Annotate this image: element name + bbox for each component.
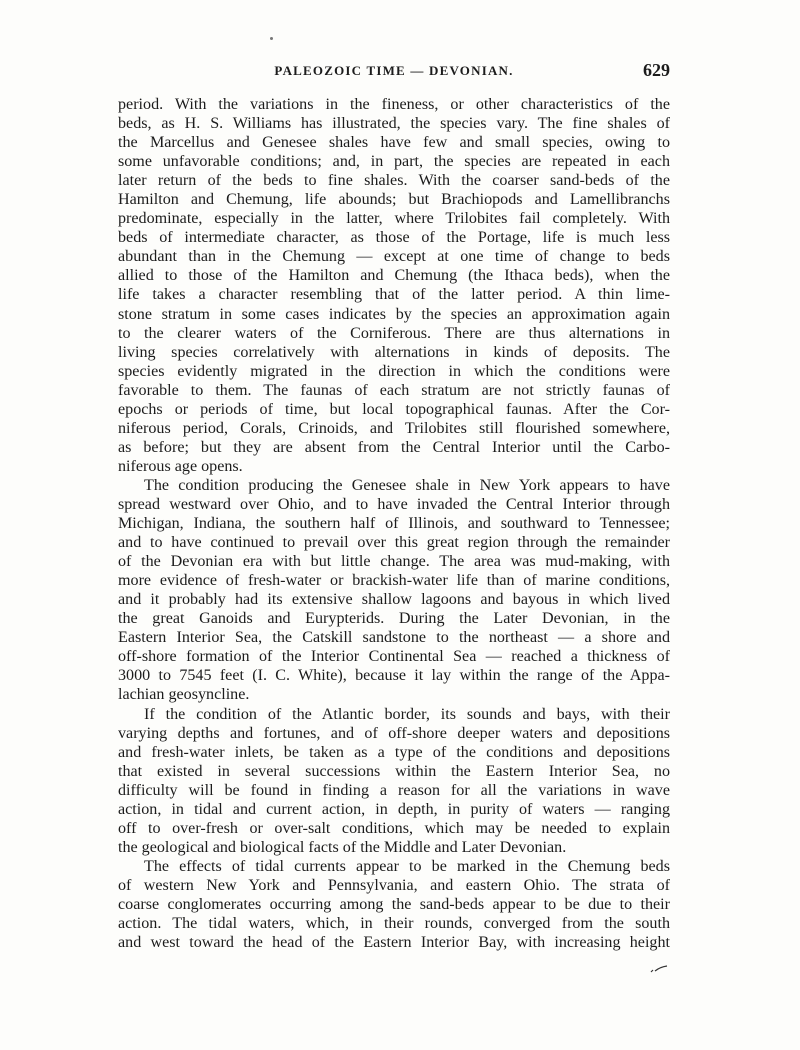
text-line: off-shore formation of the Interior Continental Sea — reached a thickness of [118,648,670,666]
page-number: 629 [643,60,670,80]
text-line: as before; but they are absent from the Central Interior until the Carbo- [118,438,670,456]
text-line: lachian geosyncline. [118,686,250,704]
running-head: PALEOZOIC TIME — DEVONIAN. [274,63,514,78]
text-line: spread westward over Ohio, and to have invaded the Central Interior through [118,495,670,513]
text-line: beds, as H. S. Williams has illustrated, the species vary. The fine shales of [118,115,670,133]
text-line: epochs or periods of time, but local topographical faunas. After the Cor- [118,400,670,418]
text-line: to the clearer waters of the Corniferous. There are thus alternations in [118,324,670,342]
text-line: abundant than in the Chemung — except at one time of change to beds [118,248,670,266]
text-line: and west toward the head of the Eastern Interior Bay, with increasing height [118,934,670,952]
text-line: Michigan, Indiana, the southern half of Illinois, and southward to Tennessee; [118,515,670,533]
text-line: more evidence of fresh-water or brackish-water life than of marine conditions, [118,572,670,590]
text-line: stone stratum in some cases indicates by the species an approximation again [118,305,670,323]
text-line: the great Ganoids and Eurypterids. During the Later Devonian, in the [118,610,670,628]
text-line: coarse conglomerates occurring among the sand-beds appear to be due to their [118,895,670,913]
text-line: 3000 to 7545 feet (I. C. White), because it lay within the range of the Appa- [118,667,670,685]
text-line: living species correlatively with alternations in kinds of deposits. The [118,343,670,361]
text-line: varying depths and fortunes, and of off-shore deeper waters and depositions [118,724,670,742]
text-line: and fresh-water inlets, be taken as a type of the conditions and depositions [118,743,670,761]
text-line: action. The tidal waters, which, in their rounds, converged from the south [118,915,670,933]
text-line: and to have continued to prevail over this great region through the remainder [118,534,670,552]
text-line: If the condition of the Atlantic border, its sounds and bays, with their [144,705,670,723]
text-line: species evidently migrated in the direction in which the conditions were [118,362,670,380]
text-line: allied to those of the Hamilton and Chemung (the Ithaca beds), when the [118,267,670,285]
text-line: of western New York and Pennsylvania, and eastern Ohio. The strata of [118,876,670,894]
page-header [118,60,670,84]
print-speck [270,37,273,40]
text-line: difficulty will be found in finding a reason for all the variations in wave [118,781,670,799]
text-line: some unfavorable conditions; and, in part, the species are repeated in each [118,153,670,171]
text-line: period. With the variations in the fineness, or other characteristics of the [118,96,670,113]
text-line: life takes a character resembling that of the latter period. A thin lime- [118,286,670,304]
text-line: that existed in several successions within the Eastern Interior Sea, no [118,762,670,780]
text-line: Hamilton and Chemung, life abounds; but Brachiopods and Lamellibranchs [118,191,670,209]
text-line: action, in tidal and current action, in depth, in purity of waters — ranging [118,800,670,818]
text-line: predominate, especially in the latter, where Trilobites fail completely. With [118,210,670,228]
text-line: favorable to them. The faunas of each stratum are not strictly faunas of [118,381,670,399]
text-line: beds of intermediate character, as those of the Portage, life is much less [118,229,670,247]
ink-mark [650,965,668,973]
text-line: the geological and biological facts of the Middle and Later Devonian. [118,838,567,856]
paragraph [118,476,670,705]
text-line: The condition producing the Genesee shale in New York appears to have [144,476,670,494]
text-line: Eastern Interior Sea, the Catskill sandstone to the northeast — a shore and [118,629,670,647]
text-line: of the Devonian era with but little change. The area was mud-making, with [118,553,670,571]
text-line: and it probably had its extensive shallow lagoons and bayous in which lived [118,591,670,609]
text-line: the Marcellus and Genesee shales have few and small species, owing to [118,134,670,152]
paragraph [118,705,670,857]
text-line: niferous period, Corals, Crinoids, and Trilobites still flourished somewhere, [118,419,670,437]
text-line: niferous age opens. [118,457,243,475]
text-line: off to over-fresh or over-salt conditions, which may be needed to explain [118,819,670,837]
text-line: The effects of tidal currents appear to be marked in the Chemung beds [144,857,670,875]
paragraph [118,857,670,952]
text-line: later return of the beds to fine shales. With the coarser sand-beds of the [118,172,670,190]
paragraph [118,95,670,476]
body-text [118,95,670,952]
